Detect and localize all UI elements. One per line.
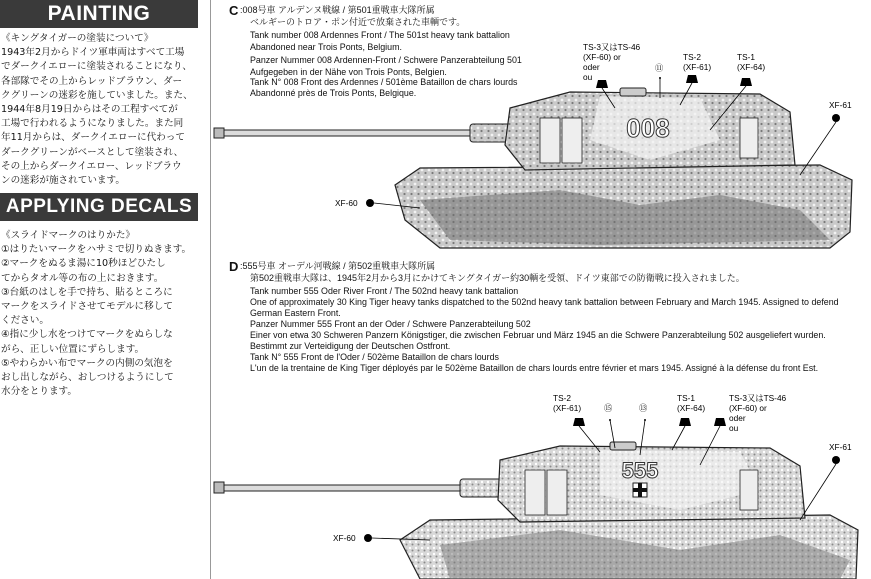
c-callout-ts2-color: (XF-61) (683, 62, 712, 72)
d-callout-ts2: TS-2 (553, 393, 571, 403)
section-c-line3: Tank number 008 Ardennes Front / The 501st heavy tank battalion (250, 30, 510, 40)
tank-008-illustration (214, 88, 852, 248)
section-c-line2: ベルギーのトロア・ポン付近で放棄された車輌です。 (250, 17, 466, 27)
section-c-line5: Panzer Nummer 008 Ardennen-Front / Schwere Panzerabteilung 501 (250, 55, 522, 65)
section-c-line4: Abandoned near Trois Ponts, Belgium. (250, 42, 402, 52)
balkenkreuz-icon (633, 483, 647, 497)
d-callout-ts3-color: (XF-60) or (729, 403, 767, 413)
section-d-line7: Einer von etwa 30 Schweren Panzern Königstiger, die zwischen Februar und März 1945 an die Schwere Panzerabteilung 502 ausgeliefert wurden. (250, 330, 826, 340)
c-callout-xf61: XF-61 (829, 100, 852, 110)
d-callout-num15: ⑮ (604, 403, 613, 413)
tank-555-muzzle (214, 482, 224, 493)
section-c-line6: Aufgegeben in der Nähe von Trois Ponts, Belgien. (250, 67, 447, 77)
c-callout-ts3-oder: oder (583, 62, 600, 72)
painting-header: PAINTING (0, 0, 198, 28)
section-d-line6: Panzer Nummer 555 Front an der Oder / Schwere Panzerabteilung 502 (250, 319, 531, 329)
c-callout-ts3: TS-3又はTS-46 (583, 42, 641, 52)
c-callout-ts3-ou: ou (583, 72, 593, 82)
tank-555-turret-number: 555 (621, 458, 659, 483)
d-callout-ts2-color: (XF-61) (553, 403, 582, 413)
d-callout-ts3: TS-3又はTS-46 (729, 393, 787, 403)
c-callout-num11: ⑪ (655, 63, 664, 73)
tank-008-gun-barrel (214, 130, 474, 136)
section-d-line4: One of approximately 30 King Tiger heavy tanks dispatched to the 502nd heavy tank battalion between February and March 1945. Assigned to defend (250, 297, 839, 307)
c-callout-ts1-color: (XF-64) (737, 62, 766, 72)
painting-text: 《キングタイガーの塗装について》 1943年2月からドイツ軍車両はすべて工場 でダークイエローに塗装されることになり、 各部隊でその上からレッドブラウン、ダー クグリーンの迷彩を施していました。また、 1944年8月19日からはその工程すべてが 工場で行われるようになりました。また同 年11月からは、ダークイエローに代わって ダークグリーンがベースとして塗装され、 その上からダークイエロー、レッドブラウ ンの迷彩が施されています。 (1, 33, 193, 187)
section-d-line2: 第502重戦車大隊は、1945年2月から3月にかけてキングタイガー約30輌を受領、ドイツ東部での防衛戦に投入されました。 (250, 273, 745, 283)
decals-text: 《スライドマークのはりかた》 ①はりたいマークをハサミで切りぬきます。 ②マークをぬるま湯に10秒ほどひたし てからタオル等の布の上におきます。 ③台紙のはしを手で持ち、貼るところに マークをスライドさせてモデルに移して ください。 ④指に少し水をつけてマークをぬらしな がら、正しい位置にずらします。 ⑤やわらかい布でマークの内側の気泡を おし出しながら、おしつけるようにして 水分をとります。 (1, 230, 192, 398)
c-callout-xf60: XF-60 (335, 198, 358, 208)
section-c-line7: Tank N° 008 Front des Ardennes / 501ème Bataillon de chars lourds (250, 77, 518, 87)
d-callout-ts3-ou: ou (729, 423, 739, 433)
d-callout-ts1-color: (XF-64) (677, 403, 706, 413)
section-d-line10: L'un de la trentaine de King Tiger déployés par le 502ème Bataillon de chars lourds entre février et mars 1945. Assigné à la défense du front Est. (250, 363, 819, 373)
d-callout-num13: ⑬ (639, 403, 648, 413)
d-callout-ts3-oder: oder (729, 413, 746, 423)
tank-008-turret-number: 008 (626, 113, 670, 143)
section-c-letter: C (229, 3, 239, 18)
c-callout-ts2: TS-2 (683, 52, 701, 62)
section-d-letter: D (229, 259, 239, 274)
section-d-line9: Tank N° 555 Front de l'Oder / 502ème Bataillon de chars lourds (250, 352, 499, 362)
section-d-line8: Bestimmt zur Verteidigung der Deutschen Ostfront. (250, 341, 451, 351)
section-d-line5: German Eastern Front. (250, 308, 341, 318)
tank-555-gun-barrel (214, 485, 464, 491)
d-callout-ts1: TS-1 (677, 393, 695, 403)
c-callout-ts3-color: (XF-60) or (583, 52, 621, 62)
decals-header: APPLYING DECALS (0, 193, 198, 221)
tank-555-illustration (214, 442, 858, 579)
section-c-line1: :008号車 アルデンヌ戦線 / 第501重戦車大隊所属 (240, 5, 435, 15)
section-c-line8: Abandonné près de Trois Ponts, Belgique. (250, 88, 417, 98)
d-callout-xf61: XF-61 (829, 442, 852, 452)
d-callout-xf60: XF-60 (333, 533, 356, 543)
tank-008-muzzle (214, 128, 224, 138)
section-d-line3: Tank number 555 Oder River Front / The 502nd heavy tank battalion (250, 286, 519, 296)
section-d-line1: :555号車 オーデル河戦線 / 第502重戦車大隊所属 (240, 261, 436, 271)
c-callout-ts1: TS-1 (737, 52, 755, 62)
